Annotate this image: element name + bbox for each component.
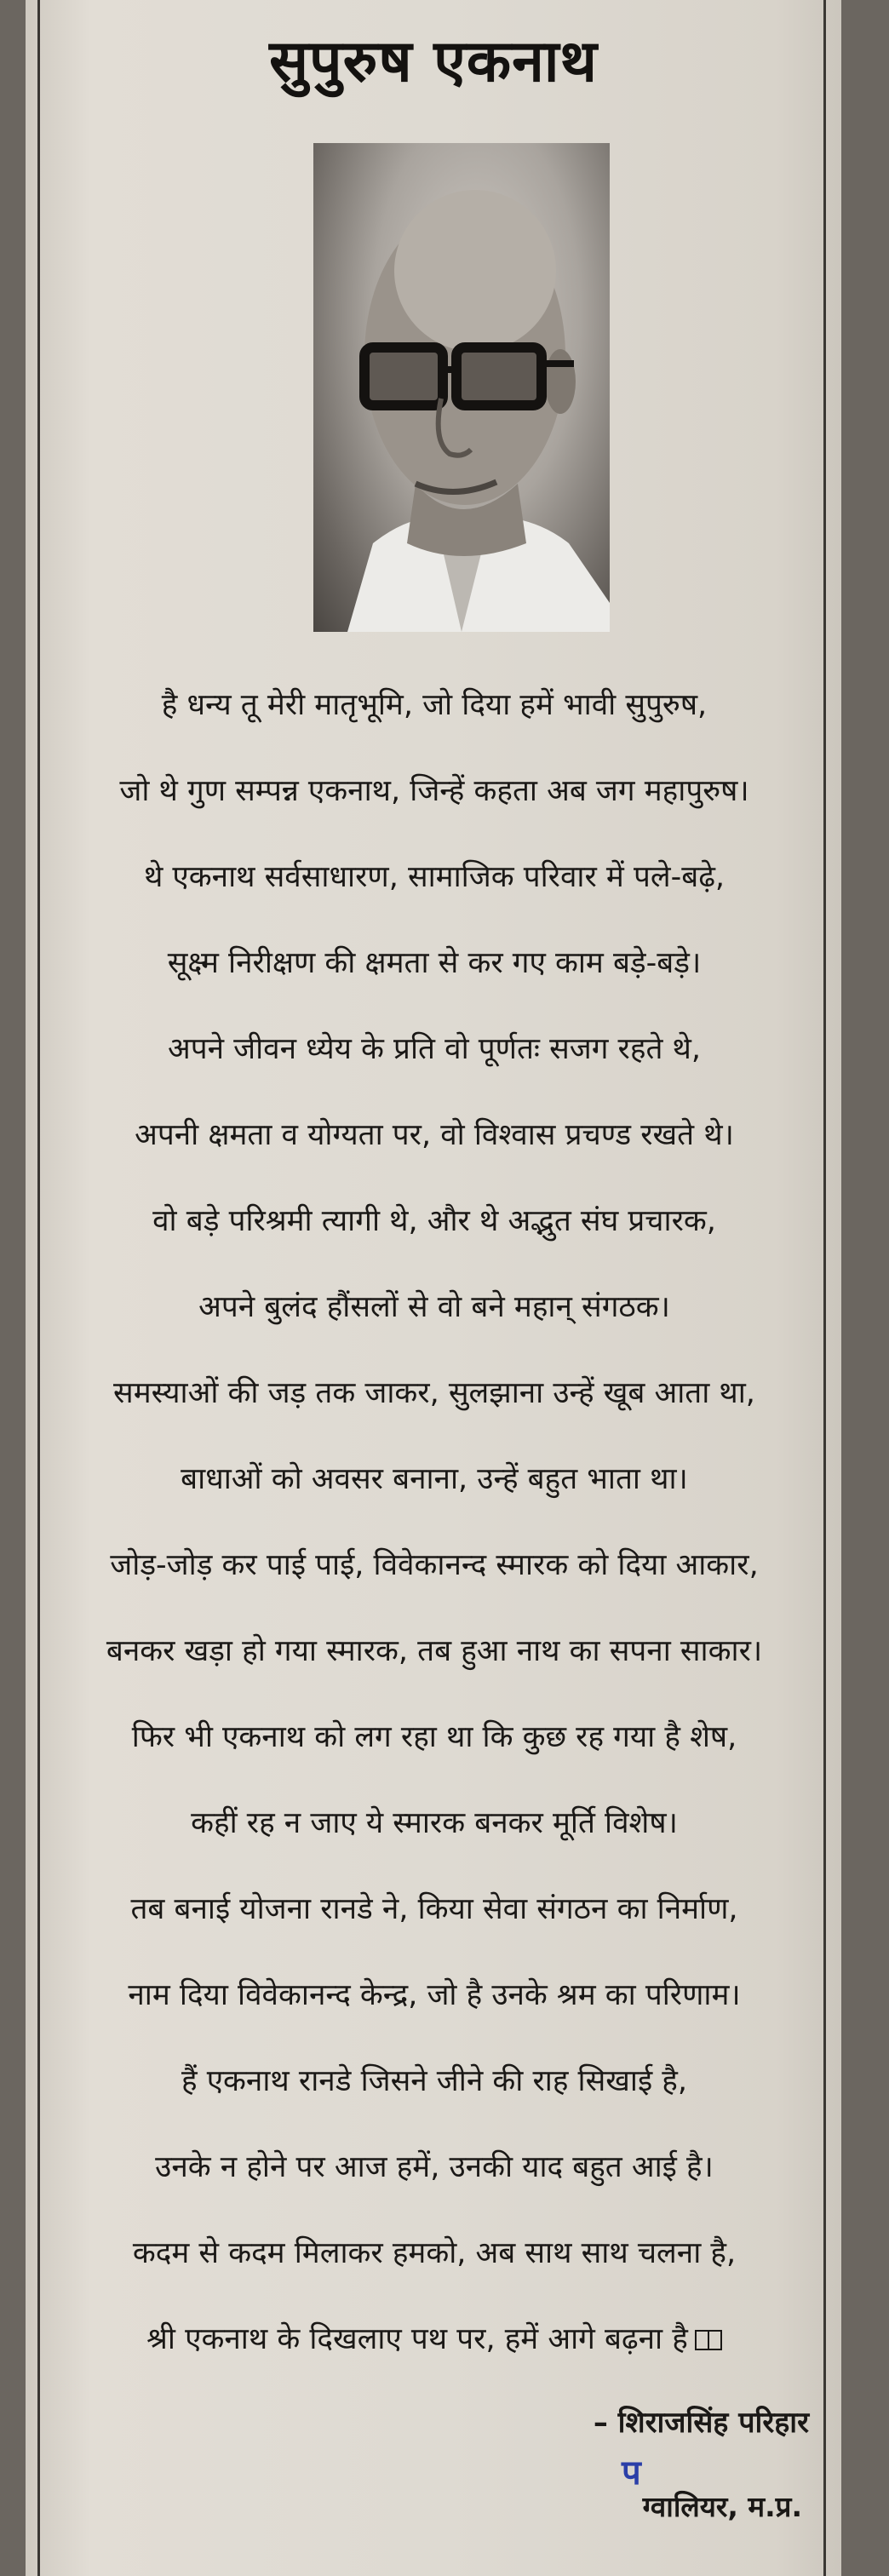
- portrait-photo-icon: [313, 143, 610, 632]
- column-rule-right: [823, 0, 826, 2576]
- author-location: ग्वालियर, म.प्र.: [642, 2490, 802, 2523]
- poem-line: जोड़-जोड़ कर पाई पाई, विवेकानन्द स्मारक को दिया आकार,: [110, 1548, 759, 1582]
- poem-line: अपने बुलंद हौंसलों से वो बने महान् संगठक।: [198, 1290, 670, 1324]
- poem-line: सूक्ष्म निरीक्षण की क्षमता से कर गए काम बड़े-बड़े।: [167, 946, 702, 980]
- poem-line: अपनी क्षमता व योग्यता पर, वो विश्वास प्रचण्ड रखते थे।: [135, 1118, 734, 1152]
- poem-line: हैं एकनाथ रानडे जिसने जीने की राह सिखाई है,: [181, 2064, 687, 2098]
- poem-line: कहीं रह न जाए ये स्मारक बनकर मूर्ति विशेष।: [191, 1806, 678, 1840]
- column-rule-left: [37, 0, 40, 2576]
- poem-line: तब बनाई योजना रानडे ने, किया सेवा संगठन का निर्माण,: [130, 1892, 738, 1926]
- poem-line: फिर भी एकनाथ को लग रहा था कि कुछ रह गया है शेष,: [131, 1720, 737, 1754]
- poem-line: है धन्य तू मेरी मातृभूमि, जो दिया हमें भावी सुपुरुष,: [161, 688, 708, 722]
- poem-line: समस्याओं की जड़ तक जाकर, सुलझाना उन्हें खूब आता था,: [113, 1376, 755, 1410]
- poem-line: जो थे गुण सम्पन्न एकनाथ, जिन्हें कहता अब जग महापुरुष।: [119, 774, 749, 808]
- poem-title: सुपुरुष एकनाथ: [269, 28, 598, 95]
- poem-line: बाधाओं को अवसर बनाना, उन्हें बहुत भाता था।: [181, 1462, 688, 1496]
- handwritten-ink-mark: प: [622, 2453, 641, 2493]
- poem-line: अपने जीवन ध्येय के प्रति वो पूर्णतः सजग रहते थे,: [167, 1032, 702, 1066]
- poem-body: [60, 663, 809, 2383]
- newspaper-clipping: [26, 0, 841, 2576]
- poem-line: कदम से कदम मिलाकर हमको, अब साथ साथ चलना है,: [132, 2236, 737, 2270]
- poem-line: श्री एकनाथ के दिखलाए पथ पर, हमें आगे बढ़ना है: [146, 2322, 688, 2356]
- portrait-photo: [313, 143, 610, 632]
- end-box-icon: [695, 2330, 722, 2350]
- poem-line: थे एकनाथ सर्वसाधारण, सामाजिक परिवार में पले-बढ़े,: [143, 860, 726, 894]
- poem-last-line: [60, 2297, 809, 2383]
- author-name: – शिराजसिंह परिहार: [593, 2406, 809, 2440]
- poem-line: बनकर खड़ा हो गया स्मारक, तब हुआ नाथ का सपना साकार।: [106, 1634, 763, 1668]
- poem-line: नाम दिया विवेकानन्द केन्द्र, जो है उनके श्रम का परिणाम।: [128, 1978, 741, 2012]
- poem-line: उनके न होने पर आज हमें, उनकी याद बहुत आई है।: [155, 2150, 714, 2184]
- poem-line: वो बड़े परिश्रमी त्यागी थे, और थे अद्भुत संघ प्रचारक,: [152, 1204, 716, 1238]
